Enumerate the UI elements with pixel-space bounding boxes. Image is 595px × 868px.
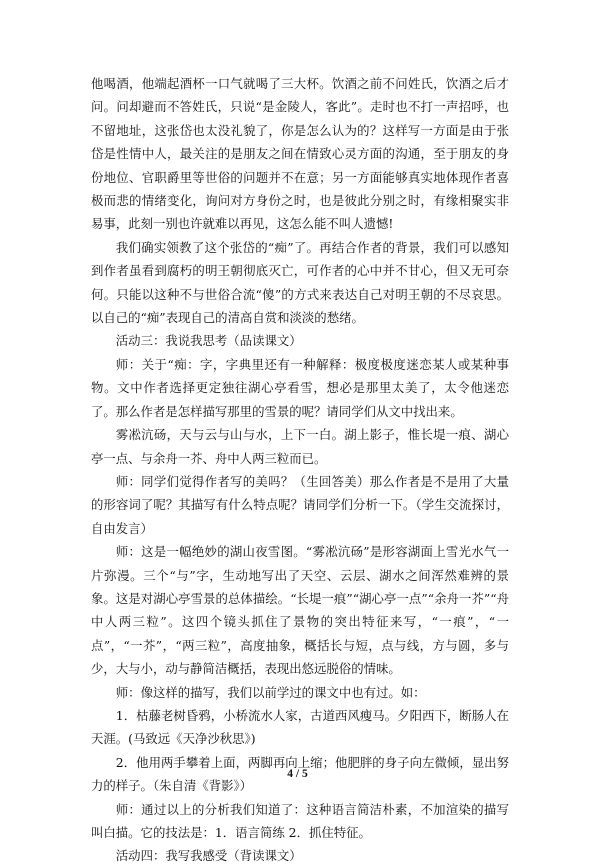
activity-three-heading: 活动三：我说我思考（品读课文） [115, 333, 302, 349]
teacher-example-intro: 师：像这样的描写，我们以前学过的课文中也有过。如： [115, 684, 426, 700]
example-item-2: 2．他用两手攀着上面，两脚再向上缩；他肥胖的身子向左微倾，显出努力的样子。（朱自清《背影》） [91, 754, 509, 794]
teacher-explanation: 师：这是一幅绝妙的湖山夜雪图。“雾凇沆砀”是形容湖面上雪光水气一片弥漫。三个“与”字，生动地写出了天空、云层、湖水之间浑然难辨的景象。这是对湖心亭雪景的总体描绘。“长堤一痕”“湖心亭一点”“余舟一芥”“舟中人两三粒”。这四个镜头抓住了景物的突出特征来写，“一痕”，“一点”，“一芥”，“两三粒”，高度抽象，概括长与短，点与线，方与圆，多与少，大与小，动与静简洁概括，表现出悠远脱俗的情味。 [91, 544, 509, 677]
example-item-1: 1．枯藤老树昏鸦，小桥流水人家，古道西风瘦马。夕阳西下，断肠人在天涯。(马致远《天净沙秋思》) [91, 707, 509, 747]
teacher-question: 师：同学们觉得作者写的美吗？（生回答美）那么作者是不是用了大量的形容词了呢？其描写有什么特点呢？请同学们分析一下。（学生交流探讨，自由发言） [91, 473, 509, 536]
teacher-prompt: 师：关于“痴：字，字典里还有一种解释：极度极度迷恋某人或某种事物。文中作者选择更定独往湖心亭看雪，想必是那里太美了，太令他迷恋了。那么作者是怎样描写那里的雪景的呢？请同学们从文中找出来。 [91, 356, 509, 419]
activity-four-heading: 活动四：我写我感受（背读课文） [115, 848, 302, 864]
paragraph-continuation: 他喝酒，他端起酒杯一口气就喝了三大杯。饮酒之前不问姓氏，饮酒之后才问。问却避而不答姓氏，只说“是金陵人，客此”。走时也不打一声招呼，也不留地址，这张岱也太没礼貌了，你是怎么认为的？这样写一方面是由于张岱是性情中人，最关注的是朋友之间在情致心灵方面的沟通，至于朋友的身份地位、官职爵里等世俗的问题并不在意；另一方面能够真实地体现作者喜极而悲的情绪变化，询问对方身份之时，也是彼此分别之时，有缘相聚实非易事，此刻一别也许就难以再见，这怎么能不叫人遗憾! [91, 76, 509, 232]
page-number: 4 / 5 [287, 768, 308, 780]
body-text [91, 72, 509, 868]
quoted-passage: 雾凇沆砀，天与云与山与水，上下一白。湖上影子，惟长堤一痕、湖心亭一点、与余舟一芥、舟中人两三粒而已。 [91, 427, 509, 466]
teacher-summary: 师：通过以上的分析我们知道了：这种语言简洁朴素，不加渲染的描写叫白描。它的技法是：1．语言简练 2．抓住特征。 [91, 801, 509, 840]
paragraph-analysis: 我们确实领教了这个张岱的“痴”了。再结合作者的背景，我们可以感知到作者虽看到腐朽的明王朝彻底灭亡，可作者的心中并不甘心，但又无可奈何。只能以这种不与世俗合流“傻”的方式来表达自己对明王朝的不尽哀思。以自己的“痴”表现自己的清高自赏和淡淡的愁绪。 [91, 239, 509, 326]
